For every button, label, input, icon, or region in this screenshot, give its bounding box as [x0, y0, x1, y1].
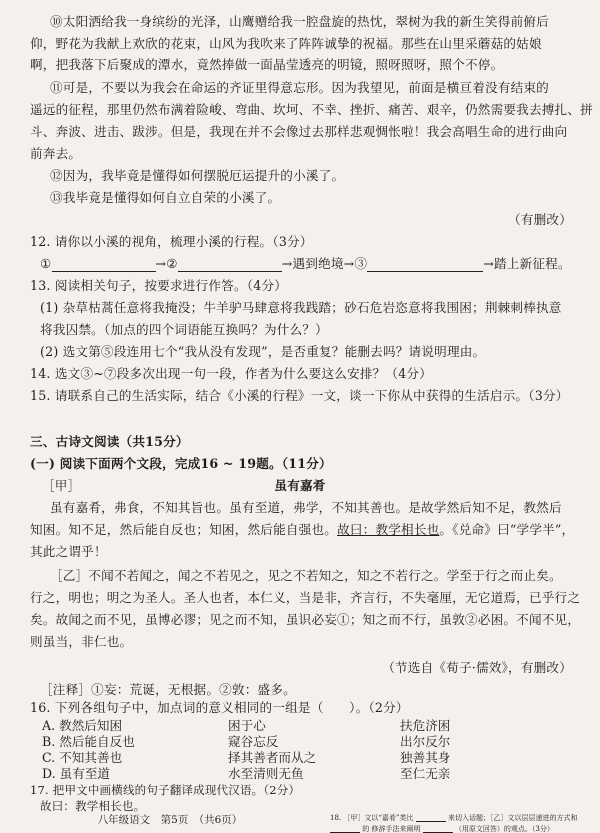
passage-p10-line2: 仰，野花为我献上欢欣的花束，山风为我吹来了阵阵诚挚的祝福。那些在山里采蘑菇的姑娘 — [30, 36, 542, 51]
passage-note: （有删改） — [508, 212, 572, 227]
text-yi-line2: 行之，明也；明之为圣人。圣人也者，本仁义，当是非，齐言行，不失毫厘，无它道焉，已乎行之 — [30, 590, 581, 605]
text-jia-line3: 其此之谓乎！ — [30, 544, 107, 559]
passage-p11-line4: 前奔去。 — [30, 146, 82, 161]
q16-option-c-b: 择其善者而从之 — [228, 750, 317, 765]
question-15: 15. 请联系自己的生活实际，结合《小溪的行程》一文，谈一下你从中获得的生活启示。（3分） — [30, 388, 569, 403]
text-yi-line1: ［乙］不闻不若闻之，闻之不若见之，见之不若知之，知之不若行之。学至于行之而止矣。 — [50, 568, 562, 583]
q18-block — [330, 811, 590, 833]
q16-option-d[interactable]: D. 虽有至道 — [42, 766, 111, 781]
q18-part1: 18. ［甲］文以“嘉肴”类比 — [330, 814, 414, 822]
question-13-1-line2: 将我囚禁。（加点的四个词语能互换吗？为什么？） — [40, 322, 328, 337]
text-jia-line1: 虽有嘉肴，弗食，不知其旨也。虽有至道，弗学，不知其善也。是故学然后知不足，教然后 — [50, 500, 562, 515]
underlined-sentence: 故曰：教学相长也 — [337, 522, 440, 537]
section-3-part-1: (一) 阅读下面两个文段，完成16 ~ 19题。（11分） — [30, 456, 332, 471]
question-16: 16. 下列各组句子中，加点词的意义相同的一组是（ ）。（2分） — [30, 700, 409, 715]
q18-blank-2[interactable] — [330, 822, 360, 833]
q16-option-d-c: 至仁无亲 — [400, 766, 451, 781]
q12-circle-1: ① — [40, 256, 52, 271]
q18-part3: 的 — [362, 825, 370, 833]
text-jia-line2-c: 。《兑命》曰“学学半”， — [439, 522, 575, 537]
text-jia-label: ［甲］ — [42, 478, 81, 493]
q16-option-b-b: 窥谷忘反 — [228, 734, 279, 749]
question-13-1-line1: (1) 杂草枯蒿任意将我掩没；牛羊驴马肆意将我践踏；砂石危岩恣意将我围困；荆棘刺棒执意 — [40, 300, 562, 315]
question-13-2: (2) 选文第⑤段连用七个“我从没有发现”，是否重复？能删去吗？请说明理由。 — [40, 344, 486, 359]
text-yi-line4: 则虽当，非仁也。 — [30, 634, 133, 649]
text-jia-line2 — [30, 522, 574, 538]
q16-option-a-c: 扶危济困 — [400, 718, 451, 733]
q16-option-c-c: 独善其身 — [400, 750, 451, 765]
passage-p11-line2: 遥远的征程，那里仍然布满着险峻、弯曲、坎坷、不幸、挫折、痛苦、艰辛，仍然需要我去搏扎、拼 — [30, 102, 593, 117]
page-footer: 八年级语文 第5页 （共6页） — [97, 814, 243, 826]
text-jia-line2-a: 知困。知不足，然后能自反也；知困，然后能自强也。 — [30, 522, 338, 537]
question-17-sentence-text: 故曰：教学相长也。 — [40, 799, 146, 813]
q18-blank-3[interactable] — [423, 822, 453, 833]
q16-option-a[interactable]: A. 教然后知困 — [42, 718, 123, 733]
question-17-stem: 17. 把甲文中画横线的句子翻译成现代汉语。（2分） — [30, 783, 301, 797]
annotation: ［注释］①妄：荒诞，无根据。②敦：盛多。 — [40, 682, 296, 697]
question-13: 13. 阅读相关句子，按要求进行作答。（4分） — [30, 278, 288, 293]
q16-option-b-c: 出尔反尔 — [400, 734, 451, 749]
q16-option-b[interactable]: B. 然后能自反也 — [42, 734, 135, 749]
question-12-answer-row — [40, 256, 571, 272]
passage-p10-line1: ⑩太阳洒给我一身缤纷的光泽，山鹰赠给我一腔盘旋的热忱，翠树为我的新生笑得前俯后 — [50, 14, 549, 29]
question-17 — [30, 782, 300, 798]
q18-part4: 修辞手法来阐明 — [371, 825, 421, 833]
text-source: （节选自《荀子·儒效》，有删改） — [382, 660, 572, 675]
q12-arrow-2: →遇到绝境→③ — [281, 256, 368, 271]
q16-option-a-b: 困于心 — [228, 718, 266, 733]
q18-blank-1[interactable] — [416, 811, 446, 822]
q12-blank-3[interactable] — [367, 259, 483, 272]
q12-blank-2[interactable] — [178, 259, 282, 272]
q16-option-d-b: 水至清则无鱼 — [228, 766, 304, 781]
section-3-heading: 三、古诗文阅读（共15分） — [30, 434, 189, 449]
passage-p11-line1: ⑪可是，不要以为我会在命运的齐证里得意忘形。因为我望见，前面是横亘着没有结束的 — [50, 80, 549, 95]
q18-part5: （用原文回答）的观点。（3分） — [454, 825, 554, 833]
question-12: 12. 请你以小溪的视角，梳理小溪的行程。（3分） — [30, 234, 313, 249]
text-jia-title: 虽有嘉肴 — [274, 478, 326, 493]
q16-option-c[interactable]: C. 不知其善也 — [42, 750, 123, 765]
q12-arrow-1: →② — [155, 256, 178, 271]
q12-arrow-3: →踏上新征程。 — [483, 256, 571, 271]
passage-p10-line3: 啊，把我落下后聚成的潭水，竟然捧做一面晶莹透亮的明镜，照呀照呀，照个不停。 — [30, 57, 504, 72]
question-14: 14. 选文③~⑦段多次出现一句一段，作者为什么要这么安排？（4分） — [30, 366, 433, 381]
passage-p11-line3: 斗、奔波、进击、跋涉。但是，我现在并不会像过去那样悲观惆怅啦！我会高唱生命的进行曲向 — [30, 124, 568, 139]
passage-p13: ⑬我毕竟是懂得如何自立自荣的小溪了。 — [50, 190, 281, 205]
text-yi-line3: 矣。故闻之而不见，虽博必谬；见之而不知，虽识必妄①；知之而不行，虽敦②必困。不闻不见， — [30, 612, 581, 627]
q12-blank-1[interactable] — [52, 259, 156, 272]
passage-p12: ⑫因为，我毕竟是懂得如何摆脱厄运提升的小溪了。 — [50, 168, 345, 183]
q18-part2: 来切入话题；［乙］文以层层递进的方式和 — [447, 814, 578, 822]
